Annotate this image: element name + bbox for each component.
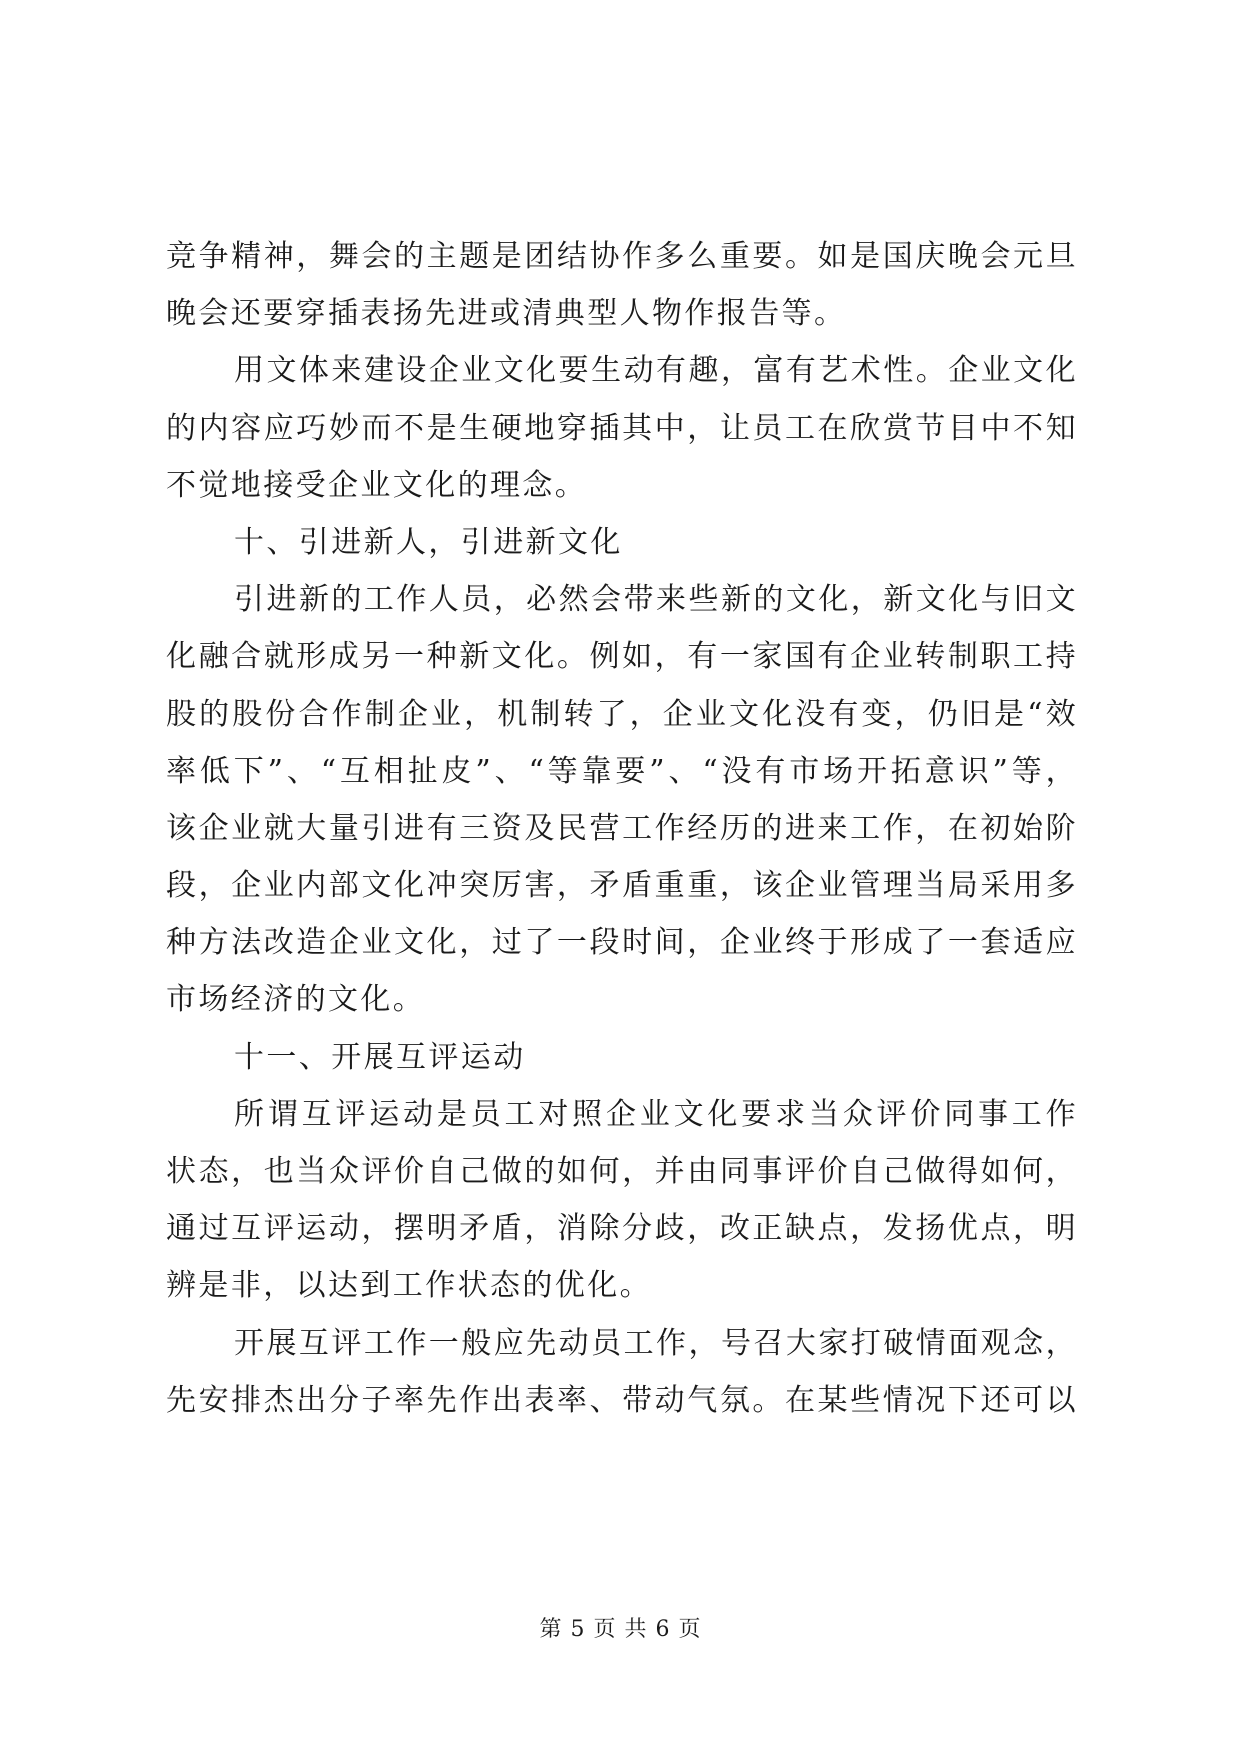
text-line: 不觉地接受企业文化的理念。	[166, 467, 588, 503]
text-line: 晚会还要穿插表扬先进或清典型人物作报告等。	[166, 296, 847, 332]
text-line: 股的股份合作制企业，机制转了，企业文化没有变，仍旧是“效	[166, 696, 1078, 732]
text-line: 所谓互评运动是员工对照企业文化要求当众评价同事工作	[234, 1096, 1078, 1132]
page-footer: 第 5 页 共 6 页	[539, 1617, 702, 1642]
text-line: 十一、开展互评运动	[234, 1039, 526, 1075]
text-line: 种方法改造企业文化，过了一段时间，企业终于形成了一套适应	[166, 925, 1078, 961]
text-line: 率低下”、“互相扯皮”、“等靠要”、“没有市场开拓意识”等，	[166, 753, 1078, 789]
text-line: 状态，也当众评价自己做的如何，并由同事评价自己做得如何，	[166, 1154, 1078, 1189]
text-line: 先安排杰出分子率先作出表率、带动气氛。在某些情况下还可以	[166, 1382, 1078, 1418]
text-line: 市场经济的文化。	[166, 982, 426, 1018]
text-line: 的内容应巧妙而不是生硬地穿插其中，让员工在欣赏节目中不知	[166, 410, 1078, 446]
document-body	[166, 228, 1078, 1429]
text-line: 段，企业内部文化冲突厉害，矛盾重重，该企业管理当局采用多	[166, 868, 1078, 904]
text-line: 辨是非，以达到工作状态的优化。	[166, 1268, 652, 1304]
text-line: 化融合就形成另一种新文化。例如，有一家国有企业转制职工持	[166, 639, 1078, 675]
text-line: 十、引进新人，引进新文化	[234, 524, 623, 560]
text-line: 用文体来建设企业文化要生动有趣，富有艺术性。企业文化	[234, 353, 1078, 389]
text-line: 引进新的工作人员，必然会带来些新的文化，新文化与旧文	[234, 582, 1078, 618]
text-line: 竞争精神，舞会的主题是团结协作多么重要。如是国庆晚会元旦	[166, 239, 1078, 274]
text-line: 通过互评运动，摆明矛盾，消除分歧，改正缺点，发扬优点，明	[166, 1211, 1078, 1247]
text-line: 开展互评工作一般应先动员工作，号召大家打破情面观念，	[234, 1325, 1078, 1361]
text-line: 该企业就大量引进有三资及民营工作经历的进来工作，在初始阶	[166, 810, 1078, 846]
